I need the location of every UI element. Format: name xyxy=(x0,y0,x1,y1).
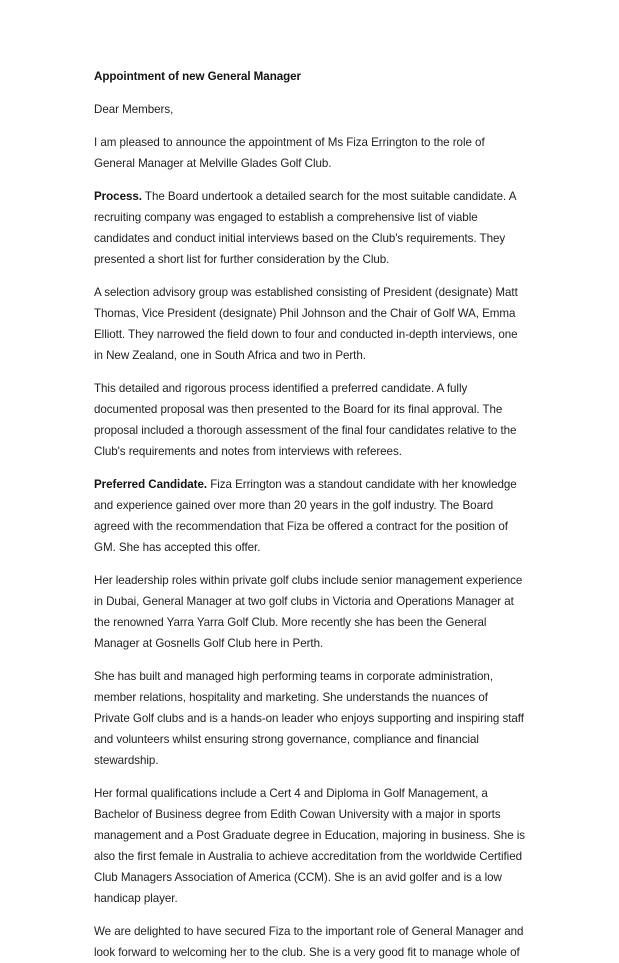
paragraph-text: A selection advisory group was established consisting of President (designate) Matt Thomas, Vice President (designate) Phil Johnson and the Chair of Golf WA, Emma Elliott. They narrowed the field down to four and conducted in-depth interviews, one in New Zealand, one in South Africa and two in Perth. xyxy=(94,286,518,362)
page-title: Appointment of new General Manager xyxy=(94,70,302,83)
paragraph-text: This detailed and rigorous process identified a preferred candidate. A fully documented proposal was then presented to the Board for its final approval. The proposal included a thorough assessment of the final four candidates relative to the Club's requirements and notes from interviews with referees. xyxy=(94,382,517,458)
paragraph-lead-in: Process. xyxy=(94,190,142,203)
paragraph-process xyxy=(94,186,526,270)
paragraph-text: Her formal qualifications include a Cert 4 and Diploma in Golf Management, a Bachelor of Business degree from Edith Cowan University with a major in sports management and a Post Graduate degree in Education, majoring in business. She is also the first female in Australia to achieve accreditation from the worldwide Certified Club Managers Association of America (CCM). She is an avid golfer and is a low handicap player. xyxy=(94,787,526,905)
paragraph-text: She has built and managed high performing teams in corporate administration, member relations, hospitality and marketing. She understands the nuances of Private Golf clubs and is a hands-on leader who enjoys supporting and inspiring staff and volunteers whilst ensuring strong governance, compliance and financial stewardship. xyxy=(94,670,524,767)
paragraph-rigorous-process xyxy=(94,378,526,462)
paragraph-text: I am pleased to announce the appointment of Ms Fiza Errington to the role of General Manager at Melville Glades Golf Club. xyxy=(94,136,485,170)
paragraph-text: The Board undertook a detailed search for the most suitable candidate. A recruiting company was engaged to establish a comprehensive list of viable candidates and conduct initial interviews based on the Club's requirements. They presented a short list for further consideration by the Club. xyxy=(94,190,516,266)
paragraph-teams-built xyxy=(94,666,526,771)
salutation: Dear Members, xyxy=(94,103,174,116)
paragraph-selection-advisory-group xyxy=(94,282,526,366)
document-body xyxy=(94,66,526,963)
paragraph-text: Fiza Errington was a standout candidate with her knowledge and experience gained over more than 20 years in the golf industry. The Board agreed with the recommendation that Fiza be offered a contract for the position of GM. She has accepted this offer. xyxy=(94,478,517,554)
paragraph-text: We are delighted to have secured Fiza to the important role of General Manager and look forward to welcoming her to the club. She is a very good fit to manage whole of xyxy=(94,925,524,959)
paragraph-closing xyxy=(94,921,526,963)
paragraph-preferred-candidate xyxy=(94,474,526,558)
paragraph-intro xyxy=(94,132,526,174)
paragraph-qualifications xyxy=(94,783,526,909)
paragraph-lead-in: Preferred Candidate. xyxy=(94,478,208,491)
paragraph-text: Her leadership roles within private golf clubs include senior management experience in Dubai, General Manager at two golf clubs in Victoria and Operations Manager at the renowned Yarra Yarra Golf Club. More recently she has been the General Manager at Gosnells Golf Club here in Perth. xyxy=(94,574,523,650)
paragraph-leadership-roles xyxy=(94,570,526,654)
